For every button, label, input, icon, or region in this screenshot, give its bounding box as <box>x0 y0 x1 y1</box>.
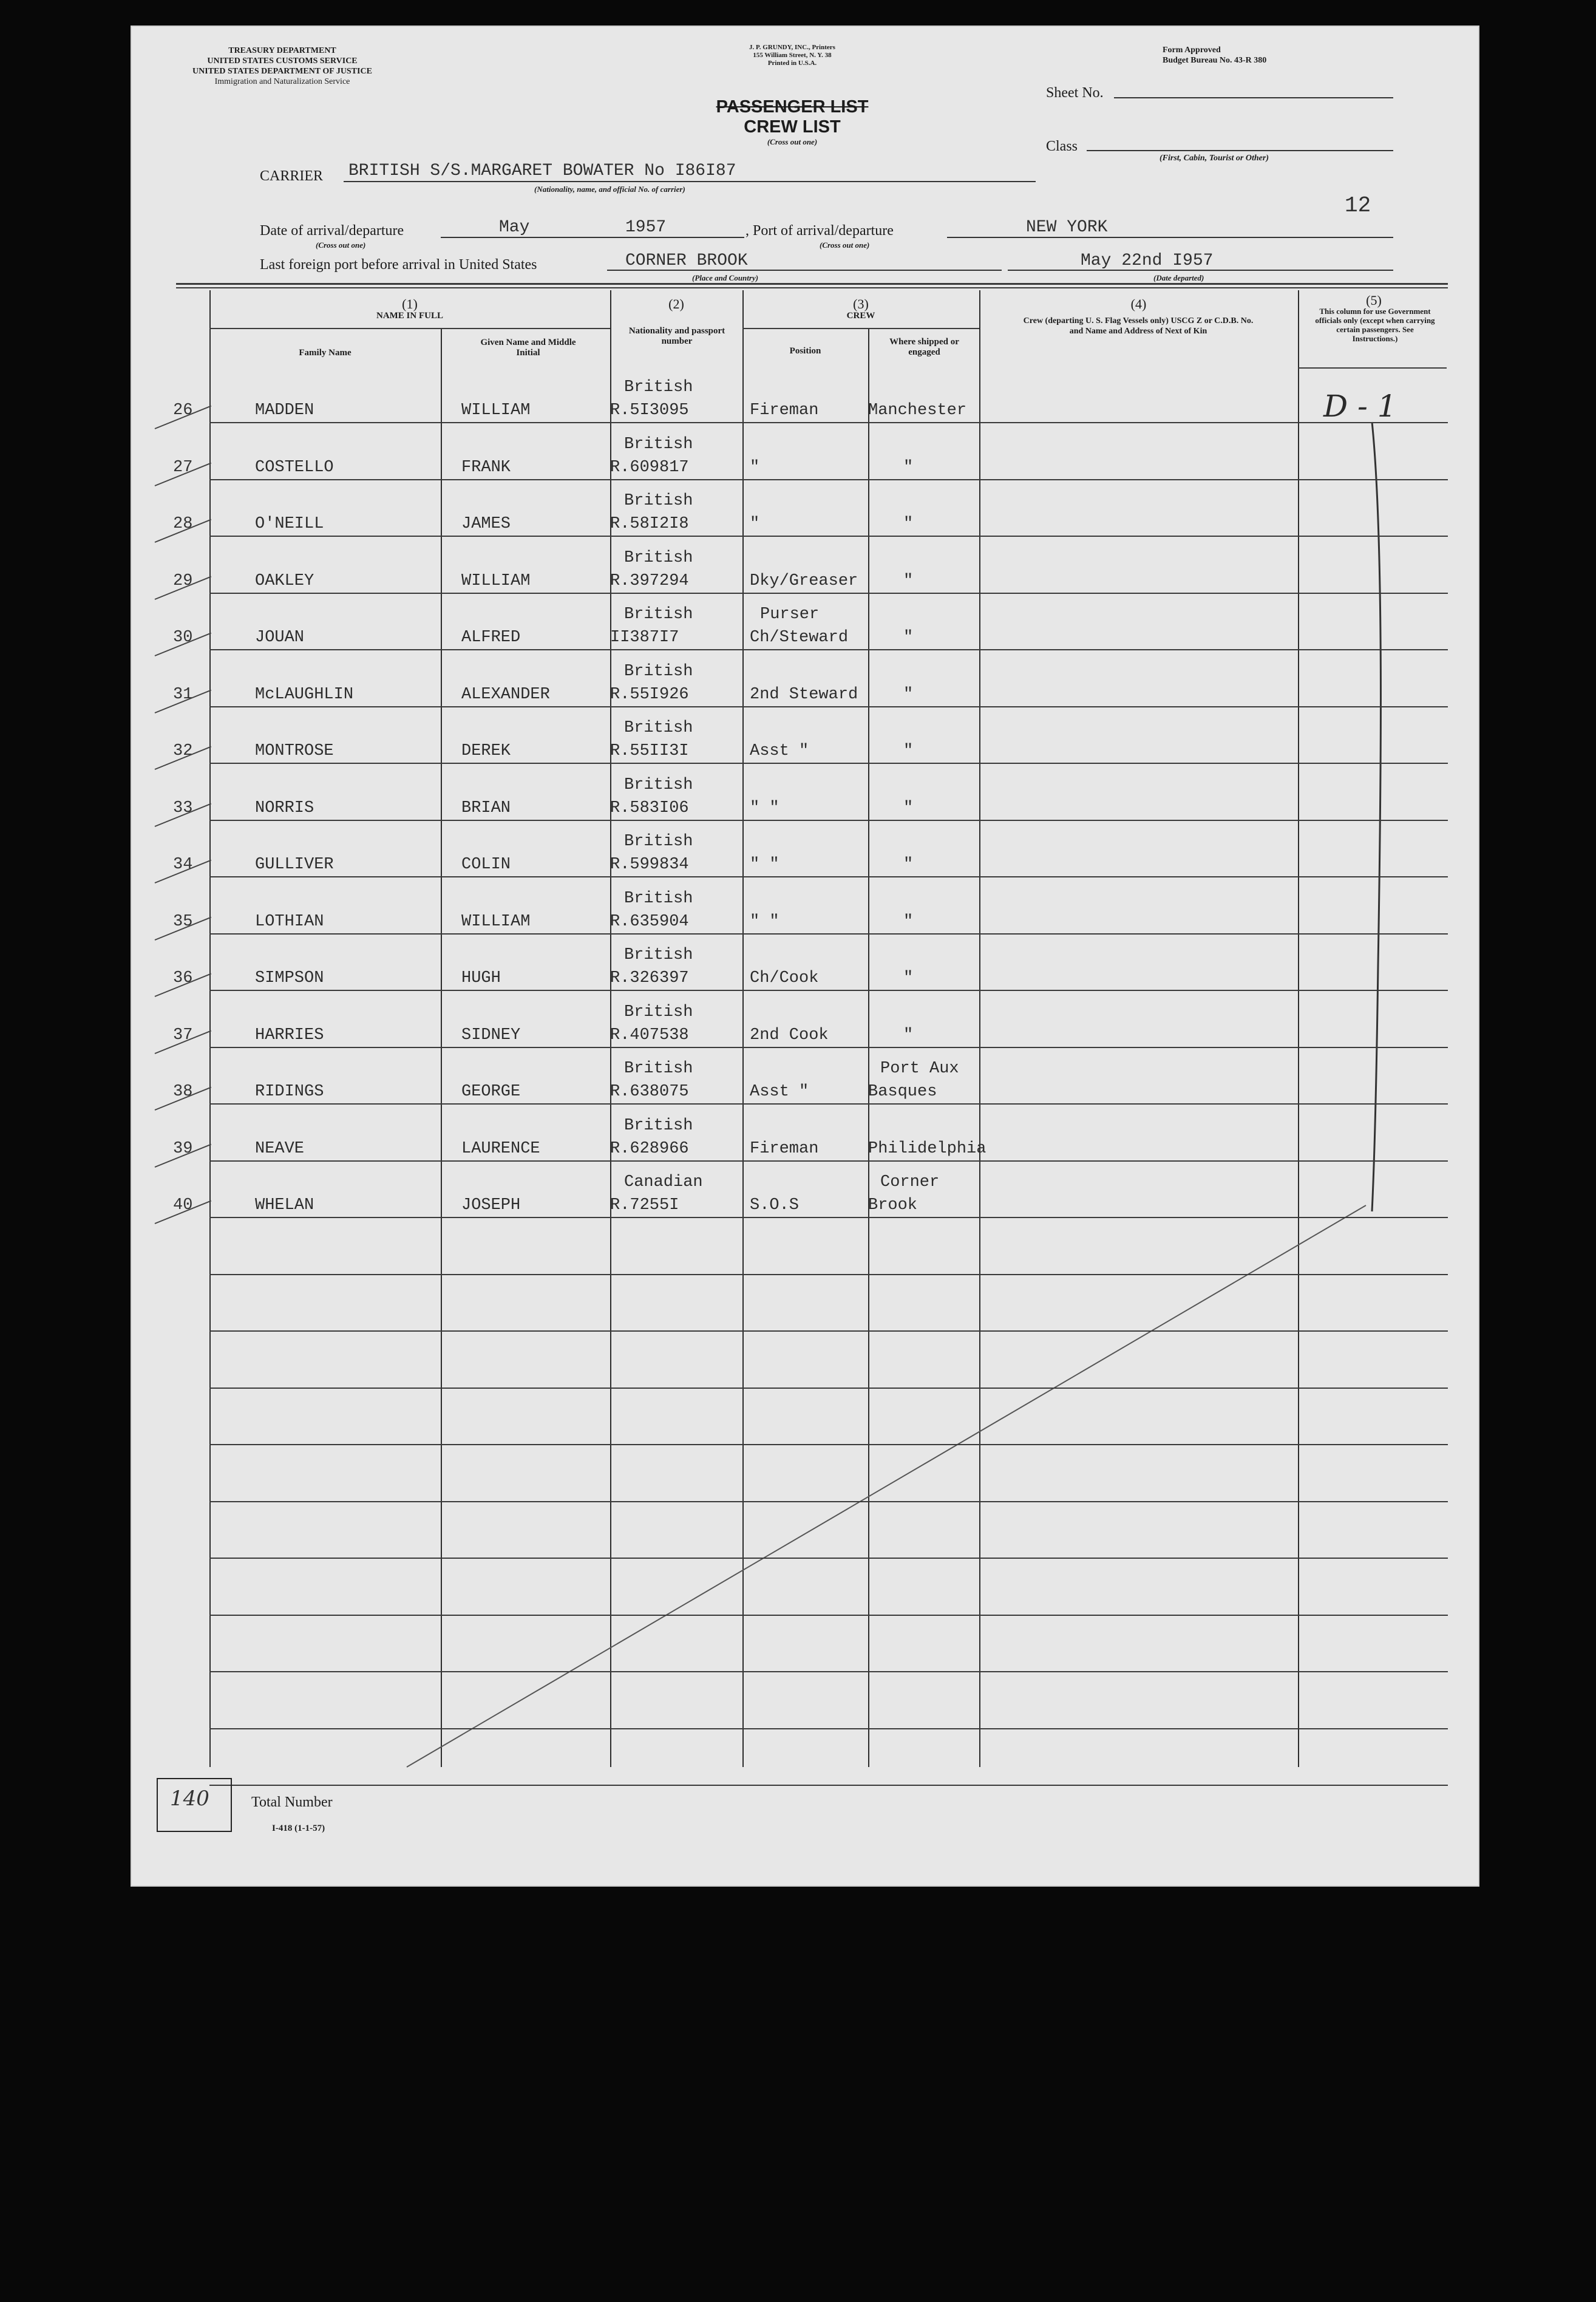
nationality: British <box>624 662 693 681</box>
given-name: JAMES <box>461 515 511 533</box>
position: " " <box>750 799 779 817</box>
printer-line-3: Printed in U.S.A. <box>767 60 817 67</box>
col-nationality: Nationality and passport number <box>628 326 725 346</box>
nationality: British <box>624 1003 693 1021</box>
class-label: Class <box>1046 138 1078 154</box>
passport-number: R.628966 <box>610 1140 689 1158</box>
passport-number: R.609817 <box>610 458 689 477</box>
last-port-hint: (Place and Country) <box>692 273 759 282</box>
position: " <box>750 458 760 477</box>
total-number-box <box>157 1778 232 1832</box>
nationality: British <box>624 833 693 851</box>
row-rule <box>209 479 1448 480</box>
table-top-rule <box>176 283 1448 285</box>
family-name: HARRIES <box>255 1026 324 1044</box>
date-hint: (Cross out one) <box>316 240 366 250</box>
row-rule <box>209 1160 1448 1162</box>
row-rule <box>209 763 1448 764</box>
budget-approval <box>1163 45 1320 66</box>
row-number: 28 <box>173 515 193 533</box>
col1-number: (1) <box>402 296 418 312</box>
row-rule <box>209 593 1448 594</box>
class-hint: (First, Cabin, Tourist or Other) <box>1160 154 1269 163</box>
dept-line-4: Immigration and Naturalization Service <box>214 77 350 86</box>
position: Asst " <box>750 742 809 760</box>
title-passenger-list: PASSENGER LIST <box>716 97 869 117</box>
given-name: GEORGE <box>461 1083 521 1101</box>
class-line <box>1087 150 1393 151</box>
date-line <box>441 237 744 238</box>
row-number: 30 <box>173 628 193 647</box>
where-shipped: " <box>903 969 914 987</box>
row-number: 35 <box>173 913 193 931</box>
col-crew: CREW <box>846 311 875 321</box>
row-number: 38 <box>173 1083 193 1101</box>
row-rule <box>209 1501 1448 1502</box>
row-rule <box>209 1444 1448 1445</box>
nationality: British <box>624 1117 693 1135</box>
passport-number: R.5I3095 <box>610 401 689 420</box>
family-name: NORRIS <box>255 799 314 817</box>
col-position: Position <box>789 346 821 356</box>
last-port-label: Last foreign port before arrival in United States <box>260 257 537 273</box>
row-rule <box>209 933 1448 935</box>
total-number-label: Total Number <box>251 1794 333 1810</box>
row-number: 31 <box>173 686 193 704</box>
row-rule <box>209 1785 1448 1786</box>
position: " " <box>750 856 779 874</box>
sheet-label: Sheet No. <box>1046 85 1104 101</box>
nationality: British <box>624 378 693 397</box>
row-number: 27 <box>173 458 193 477</box>
date-label: Date of arrival/departure <box>260 223 404 239</box>
dept-line-3: UNITED STATES DEPARTMENT OF JUSTICE <box>192 67 372 76</box>
col3-number: (3) <box>853 296 869 312</box>
position: " " <box>750 913 779 931</box>
head-subrule-name <box>209 328 610 329</box>
given-name: BRIAN <box>461 799 511 817</box>
approval-line-1: Form Approved <box>1163 46 1221 55</box>
date-month: May <box>499 218 530 237</box>
nationality: British <box>624 435 693 454</box>
family-name: RIDINGS <box>255 1083 324 1101</box>
row-rule <box>209 1217 1448 1218</box>
date-departed-value: May 22nd I957 <box>1081 251 1214 270</box>
col2-number: (2) <box>668 296 684 312</box>
shipped-note: Port Aux <box>880 1060 959 1078</box>
sheet-line <box>1114 97 1393 98</box>
row-rule <box>209 706 1448 707</box>
passport-number: R.407538 <box>610 1026 689 1044</box>
nationality: British <box>624 1060 693 1078</box>
row-rule <box>209 1103 1448 1105</box>
row-rule <box>209 1047 1448 1048</box>
row-rule <box>209 422 1448 423</box>
where-shipped: " <box>903 628 914 647</box>
position-note: Purser <box>760 605 820 624</box>
nationality: British <box>624 890 693 908</box>
where-shipped: " <box>903 1026 914 1044</box>
row-rule <box>209 1615 1448 1616</box>
passport-number: R.635904 <box>610 913 689 931</box>
where-shipped: " <box>903 799 914 817</box>
given-name: COLIN <box>461 856 511 874</box>
where-shipped: " <box>903 913 914 931</box>
family-name: McLAUGHLIN <box>255 686 354 704</box>
where-shipped: " <box>903 686 914 704</box>
position: Fireman <box>750 1140 819 1158</box>
given-name: ALEXANDER <box>461 686 550 704</box>
page-number: 12 <box>1345 193 1371 218</box>
row-rule <box>209 1274 1448 1275</box>
col-next-of-kin: Crew (departing U. S. Flag Vessels only) USCG Z or C.D.B. No. and Name and Address of Next of Kin <box>1023 316 1254 336</box>
row-number: 39 <box>173 1140 193 1158</box>
given-name: SIDNEY <box>461 1026 521 1044</box>
row-number: 33 <box>173 799 193 817</box>
family-name: GULLIVER <box>255 856 334 874</box>
position: Fireman <box>750 401 819 420</box>
nationality: British <box>624 549 693 567</box>
row-rule <box>209 1728 1448 1729</box>
col-family-name: Family Name <box>299 348 351 358</box>
given-name: DEREK <box>461 742 511 760</box>
where-shipped: Basques <box>868 1083 937 1101</box>
row-rule <box>209 649 1448 650</box>
nationality: British <box>624 719 693 737</box>
row-rule <box>209 1558 1448 1559</box>
port-hint: (Cross out one) <box>820 240 870 250</box>
head-subrule-crew <box>742 328 979 329</box>
date-departed-hint: (Date departed) <box>1153 273 1204 282</box>
where-shipped: " <box>903 458 914 477</box>
passport-number: R.599834 <box>610 856 689 874</box>
position: 2nd Steward <box>750 686 858 704</box>
family-name: JOUAN <box>255 628 305 647</box>
date-year: 1957 <box>625 218 667 237</box>
family-name: COSTELLO <box>255 458 334 477</box>
head-subrule-c5 <box>1298 367 1447 369</box>
port-label: , Port of arrival/departure <box>745 223 894 239</box>
carrier-hint: (Nationality, name, and official No. of carrier) <box>534 185 685 194</box>
approval-line-2: Budget Bureau No. 43-R 380 <box>1163 56 1267 65</box>
passport-number: R.326397 <box>610 969 689 987</box>
row-number: 26 <box>173 401 193 420</box>
printer-imprint <box>716 44 868 67</box>
passport-number: II387I7 <box>610 628 679 647</box>
where-shipped: Philidelphia <box>868 1140 986 1158</box>
family-name: MADDEN <box>255 401 314 420</box>
position: S.O.S <box>750 1196 800 1214</box>
row-rule <box>209 1388 1448 1389</box>
port-line <box>947 237 1393 238</box>
passport-number: R.55I926 <box>610 686 689 704</box>
family-name: OAKLEY <box>255 572 314 590</box>
where-shipped: Manchester <box>868 401 967 420</box>
total-number-value: 140 <box>170 1786 209 1811</box>
form-code: I-418 (1-1-57) <box>272 1824 325 1833</box>
col-where-shipped: Where shipped or engaged <box>889 337 959 357</box>
row-number: 34 <box>173 856 193 874</box>
position: Ch/Cook <box>750 969 819 987</box>
given-name: JOSEPH <box>461 1196 521 1214</box>
position: Asst " <box>750 1083 809 1101</box>
row-number: 32 <box>173 742 193 760</box>
printer-line-1: J. P. GRUNDY, INC., Printers <box>749 44 835 51</box>
given-name: FRANK <box>461 458 511 477</box>
col4-number: (4) <box>1130 296 1147 312</box>
port-value: NEW YORK <box>1026 218 1108 237</box>
row-rule <box>209 820 1448 821</box>
nationality: British <box>624 605 693 624</box>
title-cross-out-hint: (Cross out one) <box>767 137 818 146</box>
row-number: 29 <box>173 572 193 590</box>
nationality: British <box>624 946 693 964</box>
where-shipped: " <box>903 515 914 533</box>
position: " <box>750 515 760 533</box>
passport-number: R.7255I <box>610 1196 679 1214</box>
handwritten-annotation: D - 1 <box>1323 389 1397 424</box>
form-title <box>710 97 874 147</box>
passport-number: R.397294 <box>610 572 689 590</box>
family-name: WHELAN <box>255 1196 314 1214</box>
row-rule <box>209 536 1448 537</box>
row-number: 40 <box>173 1196 193 1214</box>
col-government-use: This column for use Government officials only (except when carrying certain passengers. See Instructions.) <box>1315 307 1435 343</box>
passport-number: R.55II3I <box>610 742 689 760</box>
where-shipped: " <box>903 572 914 590</box>
given-name: WILLIAM <box>461 401 531 420</box>
row-rule <box>209 876 1448 877</box>
family-name: O'NEILL <box>255 515 324 533</box>
table-top-rule-2 <box>176 287 1448 288</box>
row-rule <box>209 1671 1448 1672</box>
shipped-note: Corner <box>880 1173 940 1191</box>
family-name: LOTHIAN <box>255 913 324 931</box>
nationality: British <box>624 492 693 510</box>
given-name: HUGH <box>461 969 501 987</box>
dept-line-2: UNITED STATES CUSTOMS SERVICE <box>207 56 358 66</box>
carrier-value: BRITISH S/S.MARGARET BOWATER No I86I87 <box>348 162 736 180</box>
col5-number: (5) <box>1366 293 1382 308</box>
diagonal-cancel-line <box>401 1202 1372 1773</box>
title-crew-list: CREW LIST <box>744 117 841 137</box>
where-shipped: " <box>903 742 914 760</box>
printer-line-2: 155 William Street, N. Y. 38 <box>753 52 832 59</box>
row-rule <box>209 1330 1448 1332</box>
family-name: MONTROSE <box>255 742 334 760</box>
last-port-value: CORNER BROOK <box>625 251 748 270</box>
row-rule <box>209 990 1448 991</box>
carrier-label: CARRIER <box>260 168 324 184</box>
given-name: WILLIAM <box>461 572 531 590</box>
carrier-line <box>344 181 1036 182</box>
given-name: ALFRED <box>461 628 521 647</box>
nationality: British <box>624 776 693 794</box>
nationality: Canadian <box>624 1173 703 1191</box>
position: Ch/Steward <box>750 628 849 647</box>
passport-number: R.58I2I8 <box>610 515 689 533</box>
col-given-name: Given Name and Middle Initial <box>480 338 576 358</box>
department-header <box>167 46 398 87</box>
row-number: 36 <box>173 969 193 987</box>
col1-title: NAME IN FULL <box>376 311 443 321</box>
dept-line-1: TREASURY DEPARTMENT <box>228 46 336 55</box>
passport-number: R.583I06 <box>610 799 689 817</box>
given-name: WILLIAM <box>461 913 531 931</box>
given-name: LAURENCE <box>461 1140 540 1158</box>
col-line-left <box>209 290 211 1767</box>
family-name: NEAVE <box>255 1140 305 1158</box>
position: Dky/Greaser <box>750 572 858 590</box>
position: 2nd Cook <box>750 1026 829 1044</box>
row-number: 37 <box>173 1026 193 1044</box>
where-shipped: " <box>903 856 914 874</box>
where-shipped: Brook <box>868 1196 918 1214</box>
family-name: SIMPSON <box>255 969 324 987</box>
passport-number: R.638075 <box>610 1083 689 1101</box>
